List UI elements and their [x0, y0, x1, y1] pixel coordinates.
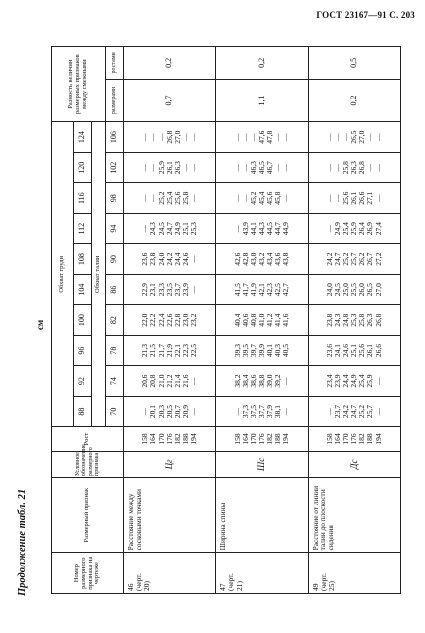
height-values-cell: 158 164 170 176 182 188 194: [308, 427, 400, 451]
feature-name-cell: Расстояние между сосковыми точками: [124, 478, 216, 553]
measurement-values-cell: 23,8 24,3 24,8 25,3 25,8 26,3 26,8: [308, 305, 400, 335]
col-number-header: Номер размерного признака на чертеже: [52, 553, 124, 594]
measurement-values-cell: — 43,9 44,1 44,3 44,5 44,7 44,9: [216, 213, 308, 243]
feature-number-cell: 46 (черт. 20): [124, 553, 216, 594]
col-height-header: Рост: [52, 427, 124, 451]
chest-value-cell: 88: [74, 396, 92, 426]
chest-group-header: Обхват груди: [52, 122, 74, 427]
difference-header: Разность величин размерных признаков между смежными: [52, 47, 106, 122]
chest-value-cell: 92: [74, 366, 92, 396]
unit-label: см: [35, 319, 45, 330]
diff-height-cell: 0,2: [216, 47, 308, 80]
measurement-values-cell: — — 25,6 26,1 26,6 27,1 —: [308, 183, 400, 213]
measurement-values-cell: 24,2 24,7 25,2 25,7 26,2 26,7 27,2: [308, 244, 400, 274]
waist-value-cell: 102: [106, 152, 124, 182]
measurement-values-cell: 23,6 24,1 24,6 25,1 25,6 26,1 26,6: [308, 335, 400, 365]
chest-value-cell: 100: [74, 305, 92, 335]
measurement-values-cell: 40,4 40,6 40,8 41,0 41,2 41,4 41,6: [216, 305, 308, 335]
measurements-table: [51, 46, 401, 594]
measurement-values-cell: 22,9 23,1 23,3 23,5 23,7 23,9 —: [124, 274, 216, 304]
feature-number-cell: 47 (черт. 21): [216, 553, 308, 594]
measurement-values-cell: 22,0 22,2 22,4 22,6 22,8 23,0 23,2: [124, 305, 216, 335]
waist-value-cell: 86: [106, 274, 124, 304]
rotated-table-area: [15, 40, 410, 600]
waist-value-cell: 78: [106, 335, 124, 365]
waist-value-cell: 70: [106, 396, 124, 426]
designation-cell: Шс: [216, 451, 308, 477]
feature-number-cell: 49 (черт. 25): [308, 553, 400, 594]
feature-name-cell: Расстояние от линии талии до плоскости сидения: [308, 478, 400, 553]
waist-value-cell: 106: [106, 122, 124, 153]
measurement-values-cell: — — — 47,6 47,8 — —: [216, 122, 308, 153]
height-values-cell: 158 164 170 176 182 188 194: [124, 427, 216, 451]
measurement-values-cell: — 24,3 24,5 24,7 24,9 25,1 25,3: [124, 213, 216, 243]
diff-size-cell: 0,7: [124, 79, 216, 122]
measurement-values-cell: — 37,3 37,5 37,7 37,9 38,1 —: [216, 396, 308, 426]
measurement-values-cell: 23,4 23,9 24,4 24,9 25,4 25,9 —: [308, 366, 400, 396]
measurement-values-cell: — 20,1 20,3 20,5 20,7 20,9 —: [124, 396, 216, 426]
diff-size-cell: 1,1: [216, 79, 308, 122]
measurement-values-cell: 21,3 21,5 21,7 21,9 22,1 22,3 22,5: [124, 335, 216, 365]
measurement-values-cell: — — 46,3 46,5 46,7 — —: [216, 152, 308, 182]
diff-height-cell: 0,2: [124, 47, 216, 80]
diff-height-cell: 0,5: [308, 47, 400, 80]
diff-height-header: ростами: [106, 47, 124, 80]
measurement-values-cell: 39,3 39,5 39,7 39,9 40,1 40,3 40,5: [216, 335, 308, 365]
chest-value-cell: 120: [74, 152, 92, 182]
measurement-values-cell: — — 25,8 26,3 26,8 — —: [308, 152, 400, 182]
feature-name-cell: Ширина спины: [216, 478, 308, 553]
waist-value-cell: 90: [106, 244, 124, 274]
chest-value-cell: 104: [74, 274, 92, 304]
waist-value-cell: 82: [106, 305, 124, 335]
table-row: [124, 47, 216, 594]
measurement-values-cell: — 24,9 25,4 25,9 26,4 26,9 27,4: [308, 213, 400, 243]
measurement-values-cell: 41,5 41,7 41,9 42,1 42,3 42,5 42,7: [216, 274, 308, 304]
waist-value-cell: 94: [106, 213, 124, 243]
diff-size-header: размерами: [106, 79, 124, 122]
chest-value-cell: 112: [74, 213, 92, 243]
measurement-values-cell: — — 25,2 25,4 25,6 25,8 —: [124, 183, 216, 213]
waist-header: Обхват талии: [92, 122, 106, 427]
continuation-title: Продолжение табл. 21: [17, 488, 28, 596]
diff-size-cell: 0,2: [308, 79, 400, 122]
measurement-values-cell: — — — 26,8 27,0 — —: [124, 122, 216, 153]
measurement-values-cell: 38,2 38,4 38,6 38,8 39,0 39,2 —: [216, 366, 308, 396]
measurement-values-cell: — 23,7 24,2 24,7 25,2 25,7 —: [308, 396, 400, 426]
table-row: [308, 47, 400, 594]
page-header: ГОСТ 23167—91 С. 203: [316, 10, 415, 20]
measurement-values-cell: — — — 26,5 27,0 — —: [308, 122, 400, 153]
waist-value-cell: 74: [106, 366, 124, 396]
measurement-values-cell: 20,6 20,8 21,0 21,2 21,4 21,6 —: [124, 366, 216, 396]
col-name-header: Размерный признак: [52, 478, 124, 553]
designation-cell: Цг: [124, 451, 216, 477]
waist-value-cell: 98: [106, 183, 124, 213]
height-values-cell: 158 164 170 176 182 188 194: [216, 427, 308, 451]
chest-value-cell: 124: [74, 122, 92, 153]
measurement-values-cell: 23,6 23,8 24,0 24,2 24,4 24,6 —: [124, 244, 216, 274]
col-designation-header: Условное обозначение размерного признака: [52, 451, 124, 477]
measurement-values-cell: — — 25,9 26,1 26,3 — —: [124, 152, 216, 182]
measurement-values-cell: 24,0 24,5 25,0 25,5 26,0 26,5 27,0: [308, 274, 400, 304]
designation-cell: Дс: [308, 451, 400, 477]
chest-value-cell: 108: [74, 244, 92, 274]
chest-value-cell: 116: [74, 183, 92, 213]
table-row: [216, 47, 308, 594]
measurement-values-cell: — — 45,2 45,4 45,6 45,8 —: [216, 183, 308, 213]
chest-value-cell: 96: [74, 335, 92, 365]
measurement-values-cell: 42,6 42,8 43,0 43,2 43,4 43,6 43,8: [216, 244, 308, 274]
